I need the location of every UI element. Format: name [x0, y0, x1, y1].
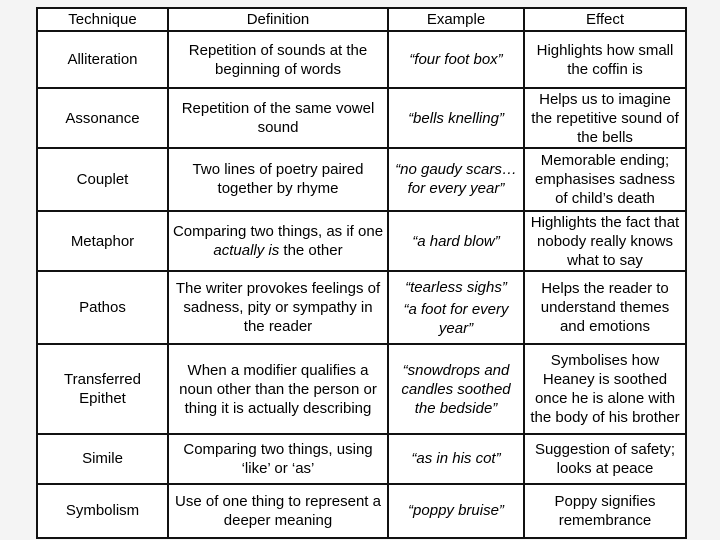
effect-cell: Suggestion of safety; looks at peace [524, 434, 686, 483]
table-row [37, 148, 686, 211]
effect-cell: Symbolises how Heaney is soothed once he is alone with the body of his brother [524, 344, 686, 435]
effect-cell: Memorable ending; emphasises sadness of child’s death [524, 148, 686, 211]
definition-cell: When a modifier qualifies a noun other than the person or thing it is actually describing [168, 344, 388, 435]
definition-cell: Repetition of sounds at the beginning of words [168, 31, 388, 88]
header-effect: Effect [524, 8, 686, 31]
definition-cell: Two lines of poetry paired together by rhyme [168, 148, 388, 211]
table-row [37, 211, 686, 271]
technique-cell: Metaphor [37, 211, 168, 271]
definition-emphasis: actually is [213, 242, 280, 260]
example-text: “no gaudy scars… for every year” [395, 161, 517, 198]
table-row [37, 88, 686, 147]
example-cell [388, 434, 524, 483]
definition-text-end: the other [283, 242, 343, 260]
definition-cell: Repetition of the same vowel sound [168, 88, 388, 147]
header-example: Example [388, 8, 524, 31]
example-cell [388, 31, 524, 88]
table-row [37, 484, 686, 538]
technique-cell: Transferred Epithet [37, 344, 168, 435]
example-text: “a hard blow” [412, 232, 500, 250]
definition-cell: Comparing two things, using ‘like’ or ‘as’ [168, 434, 388, 483]
example-text: “four foot box” [409, 51, 503, 69]
example-cell [388, 88, 524, 147]
technique-cell: Pathos [37, 271, 168, 343]
example-cell [388, 484, 524, 538]
table-row [37, 434, 686, 483]
example-text: “snowdrops and candles soothed the bedside” [401, 361, 511, 417]
effect-cell: Highlights the fact that nobody really knows what to say [524, 211, 686, 271]
effect-cell: Helps us to imagine the repetitive sound of the bells [524, 88, 686, 147]
example-cell [388, 148, 524, 211]
effect-cell: Poppy signifies remembrance [524, 484, 686, 538]
definition-cell [168, 211, 388, 271]
example-text: “tearless sighs” [405, 278, 507, 296]
technique-cell: Assonance [37, 88, 168, 147]
definition-text: Comparing two things, as if one [172, 223, 384, 241]
example-text: “bells knelling” [408, 109, 504, 127]
example-cell [388, 344, 524, 435]
technique-cell: Couplet [37, 148, 168, 211]
definition-cell: Use of one thing to represent a deeper meaning [168, 484, 388, 538]
techniques-sheet [36, 7, 685, 539]
example-text: “poppy bruise” [408, 502, 504, 520]
example-text: “as in his cot” [411, 450, 501, 468]
definition-cell: The writer provokes feelings of sadness, pity or sympathy in the reader [168, 271, 388, 343]
table-row [37, 344, 686, 435]
table-row [37, 31, 686, 88]
technique-cell: Simile [37, 434, 168, 483]
table-row [37, 271, 686, 343]
header-technique: Technique [37, 8, 168, 31]
example-cell [388, 211, 524, 271]
example-cell [388, 271, 524, 343]
header-row [37, 8, 686, 31]
header-definition: Definition [168, 8, 388, 31]
techniques-table [36, 7, 687, 539]
example-text: “a foot for every year” [403, 300, 509, 337]
technique-cell: Symbolism [37, 484, 168, 538]
effect-cell: Highlights how small the coffin is [524, 31, 686, 88]
technique-cell: Alliteration [37, 31, 168, 88]
effect-cell: Helps the reader to understand themes and emotions [524, 271, 686, 343]
